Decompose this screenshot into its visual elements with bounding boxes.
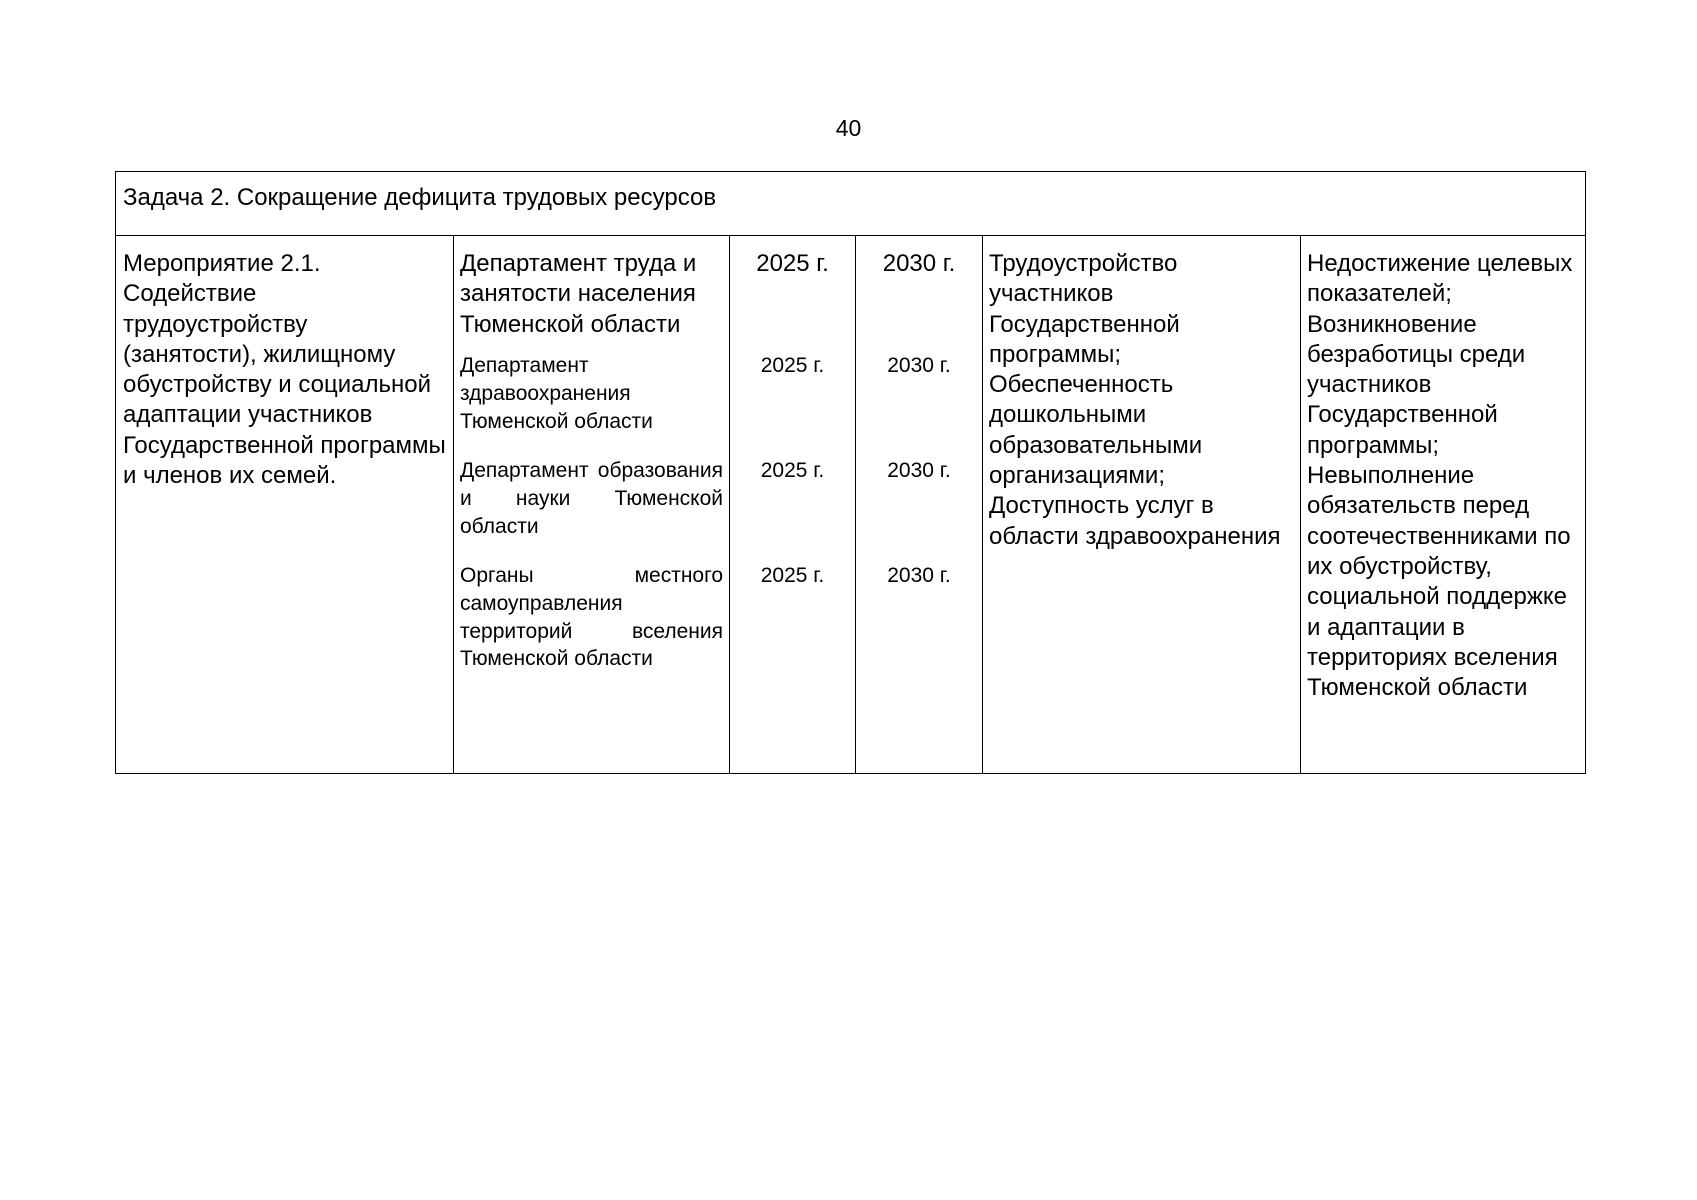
end-year: 2030 г. [887,354,951,377]
executor-health: Департамент здравоохранения Тюменской области [460,354,653,433]
start-year: 2025 г. [756,250,829,277]
activity-row [116,236,1586,774]
task-title: Задача 2. Сокращение дефицита трудовых ресурсов [116,172,1586,236]
activity-cell: Мероприятие 2.1. Содействие трудоустройству (занятости), жилищному обустройству и социальной адаптации участников Государственной программы и членов их семей. [116,236,454,774]
start-year-cell [730,236,856,774]
end-year-cell [856,236,983,774]
executor-municipal: Органы местного самоуправления территорий вселения Тюменской области [460,564,723,671]
end-year: 2030 г. [887,459,951,482]
start-year: 2025 г. [760,354,825,377]
risks-cell: Недостижение целевых показателей; Возникновение безработицы среди участников Государственной программы; Невыполнение обязательств перед соотечественниками по их обустройству, социальной поддержке и адаптации в территориях вселения Тюменской области [1301,236,1586,774]
start-year: 2025 г. [760,564,825,587]
executors-cell [454,236,730,774]
end-year: 2030 г. [887,564,951,587]
page-number: 40 [835,115,862,141]
end-year: 2030 г. [882,250,956,277]
results-cell: Трудоустройство участников Государственной программы; Обеспеченность дошкольными образовательными организациями; Доступность услуг в области здравоохранения [983,236,1301,774]
executor-education: Департамент образования и науки Тюменской области [460,459,723,538]
program-table [115,171,1586,774]
executor-primary: Департамент труда и занятости населения Тюменской области [460,250,697,338]
task-row [116,172,1586,236]
start-year: 2025 г. [760,459,825,482]
